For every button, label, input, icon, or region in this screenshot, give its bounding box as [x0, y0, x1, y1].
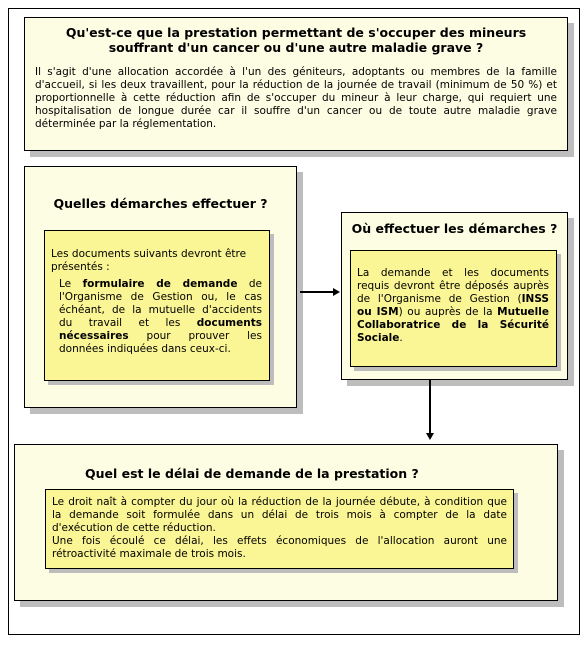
intro-text: Il s'agit d'une allocation accordée à l'un des géniteurs, adoptants ou membres de la famille d'accueil, si les deux travaillent, pour la réduction de la journée de travail (minimum de 50 %) et proportionnelle à cette réduction afin de s'occuper du mineur à leur charge, qui requiert une hospitalisation de longue durée car il souffre d'un cancer ou de toute autre maladie grave déterminée par la réglementation. [35, 66, 557, 130]
deadline-paragraph-2: Une fois écoulé ce délai, les effets économiques de l'allocation auront une rétroactivité maximale de trois mois. [52, 535, 507, 560]
deadline-paragraph-1: Le droit naît à compter du jour où la réduction de la journée débute, à condition que la demande soit formulée dans un délai de trois mois à compter de la date d'exécution de cette réduction. [52, 496, 507, 534]
arrow-steps-to-where [300, 291, 334, 293]
arrow-where-to-deadline [429, 379, 431, 434]
steps-documents-text: Le formulaire de demande de l'Organisme de Gestion ou, le cas échéant, de la mutuelle d'accidents du travail et les documents nécessaires pour prouver les données indiquées dans ceux-ci. [59, 278, 262, 355]
steps-title: Quelles démarches effectuer ? [53, 196, 268, 211]
intro-box [24, 17, 568, 151]
where-title: Où effectuer les démarches ? [351, 221, 558, 236]
deadline-panel [45, 489, 514, 569]
steps-documents-panel [44, 230, 270, 381]
where-text: La demande et les documents requis devront être déposés auprès de l'Organisme de Gestion (INSS ou ISM) ou auprès de la Mutuelle Collaboratrice de la Sécurité Sociale. [357, 267, 549, 344]
intro-title: Qu'est-ce que la prestation permettant de s'occuper des mineurs souffrant d'un cancer ou d'une autre maladie grave ? [65, 25, 527, 55]
deadline-title: Quel est le délai de demande de la prestation ? [85, 466, 419, 481]
where-panel [350, 250, 557, 367]
arrow-head-right [333, 288, 340, 296]
steps-lead: Les documents suivants devront être présentés : [51, 248, 247, 273]
arrow-head-down [426, 433, 434, 440]
